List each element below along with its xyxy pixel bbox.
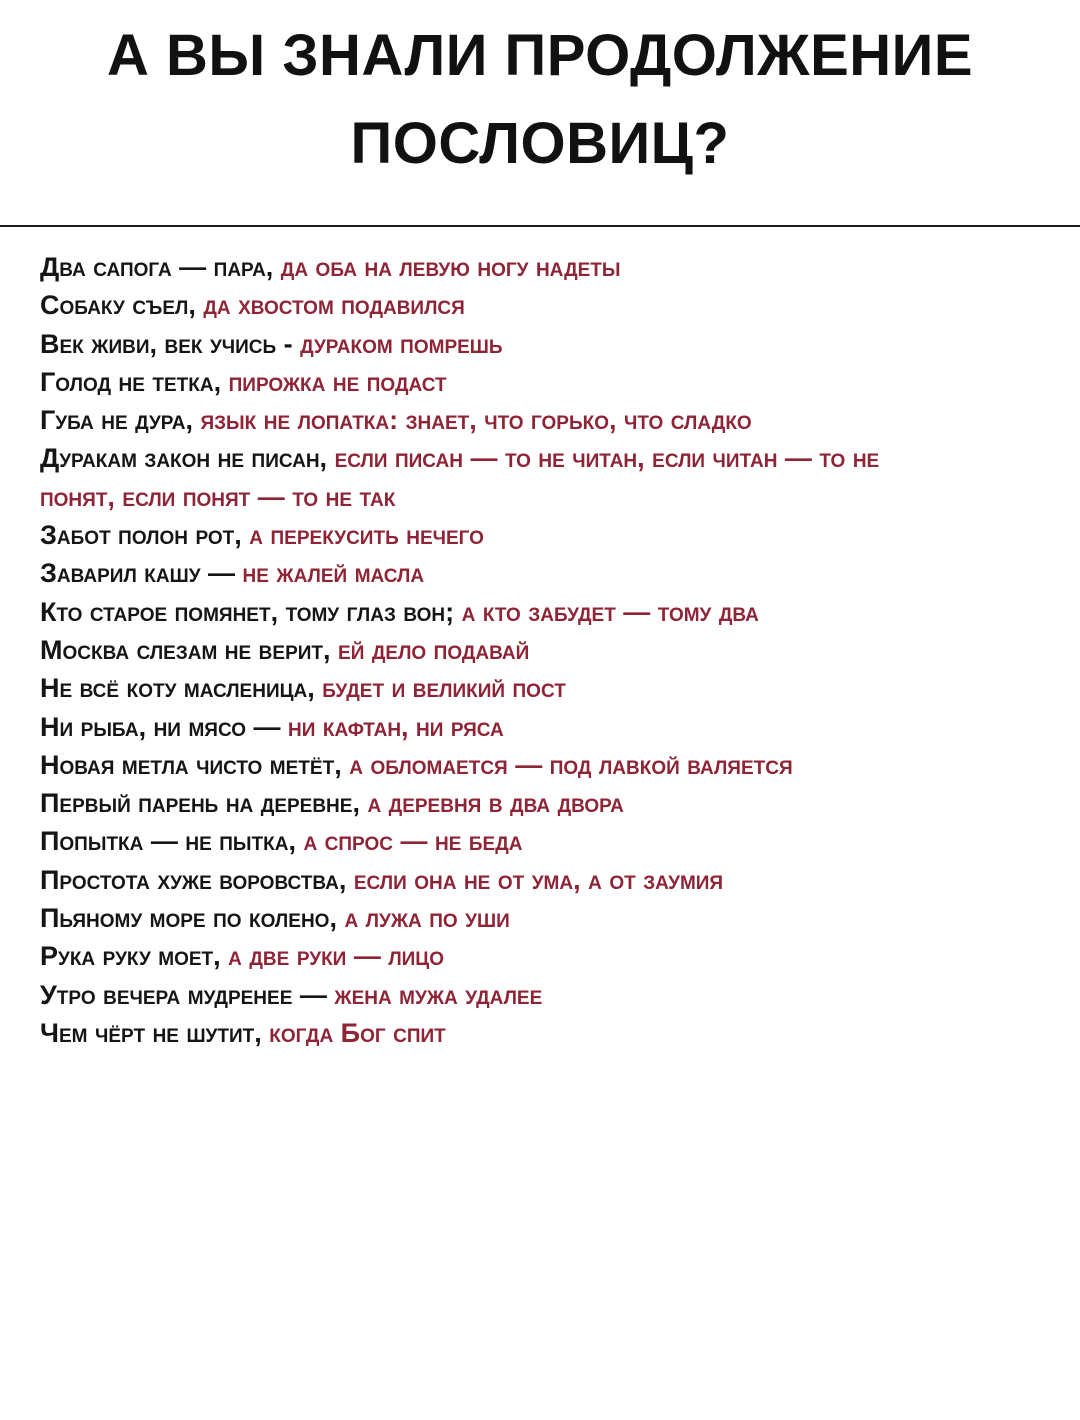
proverb-start: Заварил кашу — bbox=[40, 558, 243, 589]
proverb-start: Собаку съел, bbox=[40, 290, 204, 321]
proverb-start: Чем чёрт не шутит, bbox=[40, 1017, 270, 1048]
proverb-item bbox=[40, 746, 940, 784]
proverb-continuation: да оба на левую ногу надеты bbox=[280, 252, 621, 282]
proverb-item bbox=[40, 554, 940, 592]
proverb-continuation: а деревня в два двора bbox=[367, 788, 624, 819]
proverb-continuation: а лужа по уши bbox=[344, 903, 510, 934]
proverb-item bbox=[40, 286, 940, 324]
proverb-item bbox=[40, 325, 940, 363]
proverb-start: Дуракам закон не писан, bbox=[40, 443, 335, 474]
proverb-item bbox=[40, 899, 940, 937]
proverb-continuation: а обломается — под лавкой валяется bbox=[349, 749, 793, 780]
proverb-continuation: а кто забудет — тому два bbox=[461, 596, 759, 627]
proverb-continuation: да хвостом подавился bbox=[203, 290, 465, 321]
proverb-start: Губа не дура, bbox=[40, 405, 201, 436]
proverb-item bbox=[40, 439, 940, 516]
proverb-continuation: а спрос — не беда bbox=[303, 826, 523, 857]
proverb-continuation: ни кафтан, ни ряса bbox=[287, 711, 504, 742]
proverb-start: Ни рыба, ни мясо — bbox=[40, 711, 288, 742]
proverb-continuation: пирожка не подаст bbox=[228, 366, 447, 397]
proverb-start: Рука руку моет, bbox=[40, 941, 229, 972]
proverb-item bbox=[40, 593, 940, 631]
proverb-continuation: будет и великий пост bbox=[322, 673, 566, 704]
proverb-item bbox=[40, 937, 940, 975]
proverb-continuation: дураком помрешь bbox=[300, 328, 503, 359]
title-divider bbox=[0, 225, 1080, 227]
proverb-start: Забот полон рот, bbox=[40, 520, 250, 551]
proverb-item bbox=[40, 363, 940, 401]
proverb-start: Кто старое помянет, тому глаз вон; bbox=[40, 596, 462, 627]
proverb-continuation: когда Бог спит bbox=[269, 1017, 446, 1048]
proverb-item bbox=[40, 861, 940, 899]
proverb-continuation: а две руки — лицо bbox=[228, 941, 444, 972]
proverb-item bbox=[40, 669, 940, 707]
proverb-item bbox=[40, 822, 940, 860]
proverb-start: Голод не тетка, bbox=[40, 366, 229, 397]
proverb-item bbox=[40, 1014, 940, 1052]
proverb-item bbox=[40, 401, 940, 439]
proverb-continuation: а перекусить нечего bbox=[249, 520, 484, 551]
proverb-item bbox=[40, 248, 940, 286]
proverb-start: Два сапога — пара, bbox=[40, 252, 281, 282]
proverb-start: Не всё коту масленица, bbox=[40, 673, 323, 704]
proverb-item bbox=[40, 708, 940, 746]
proverb-continuation: не жалей масла bbox=[242, 558, 425, 589]
proverb-item bbox=[40, 784, 940, 822]
proverb-start: Новая метла чисто метёт, bbox=[40, 749, 350, 780]
proverb-start: Век живи, век учись - bbox=[40, 328, 301, 359]
title-line-1: А ВЫ ЗНАЛИ ПРОДОЛЖЕНИЕ bbox=[106, 23, 974, 88]
proverb-item bbox=[40, 976, 940, 1014]
proverb-continuation: жена мужа удалее bbox=[334, 979, 543, 1010]
proverb-item bbox=[40, 516, 940, 554]
proverb-start: Первый парень на деревне, bbox=[40, 788, 368, 819]
proverb-continuation: если писан — то не читан, если читан — то не понят, если понят — то не так bbox=[40, 443, 880, 512]
proverb-continuation: язык не лопатка: знает, что горько, что сладко bbox=[200, 405, 752, 436]
page-title bbox=[0, 0, 1080, 188]
proverb-continuation: ей дело подавай bbox=[338, 634, 530, 665]
proverb-start: Утро вечера мудренее — bbox=[40, 979, 335, 1010]
title-line-2: ПОСЛОВИЦ? bbox=[350, 111, 730, 176]
proverb-start: Попытка — не пытка, bbox=[40, 826, 304, 857]
proverb-start: Пьяному море по колено, bbox=[40, 903, 345, 934]
proverb-list bbox=[40, 248, 940, 1052]
proverb-start: Простота хуже воровства, bbox=[40, 864, 354, 895]
proverb-continuation: если она не от ума, а от заумия bbox=[353, 864, 724, 895]
proverb-item bbox=[40, 631, 940, 669]
proverb-start: Москва слезам не верит, bbox=[40, 634, 339, 665]
